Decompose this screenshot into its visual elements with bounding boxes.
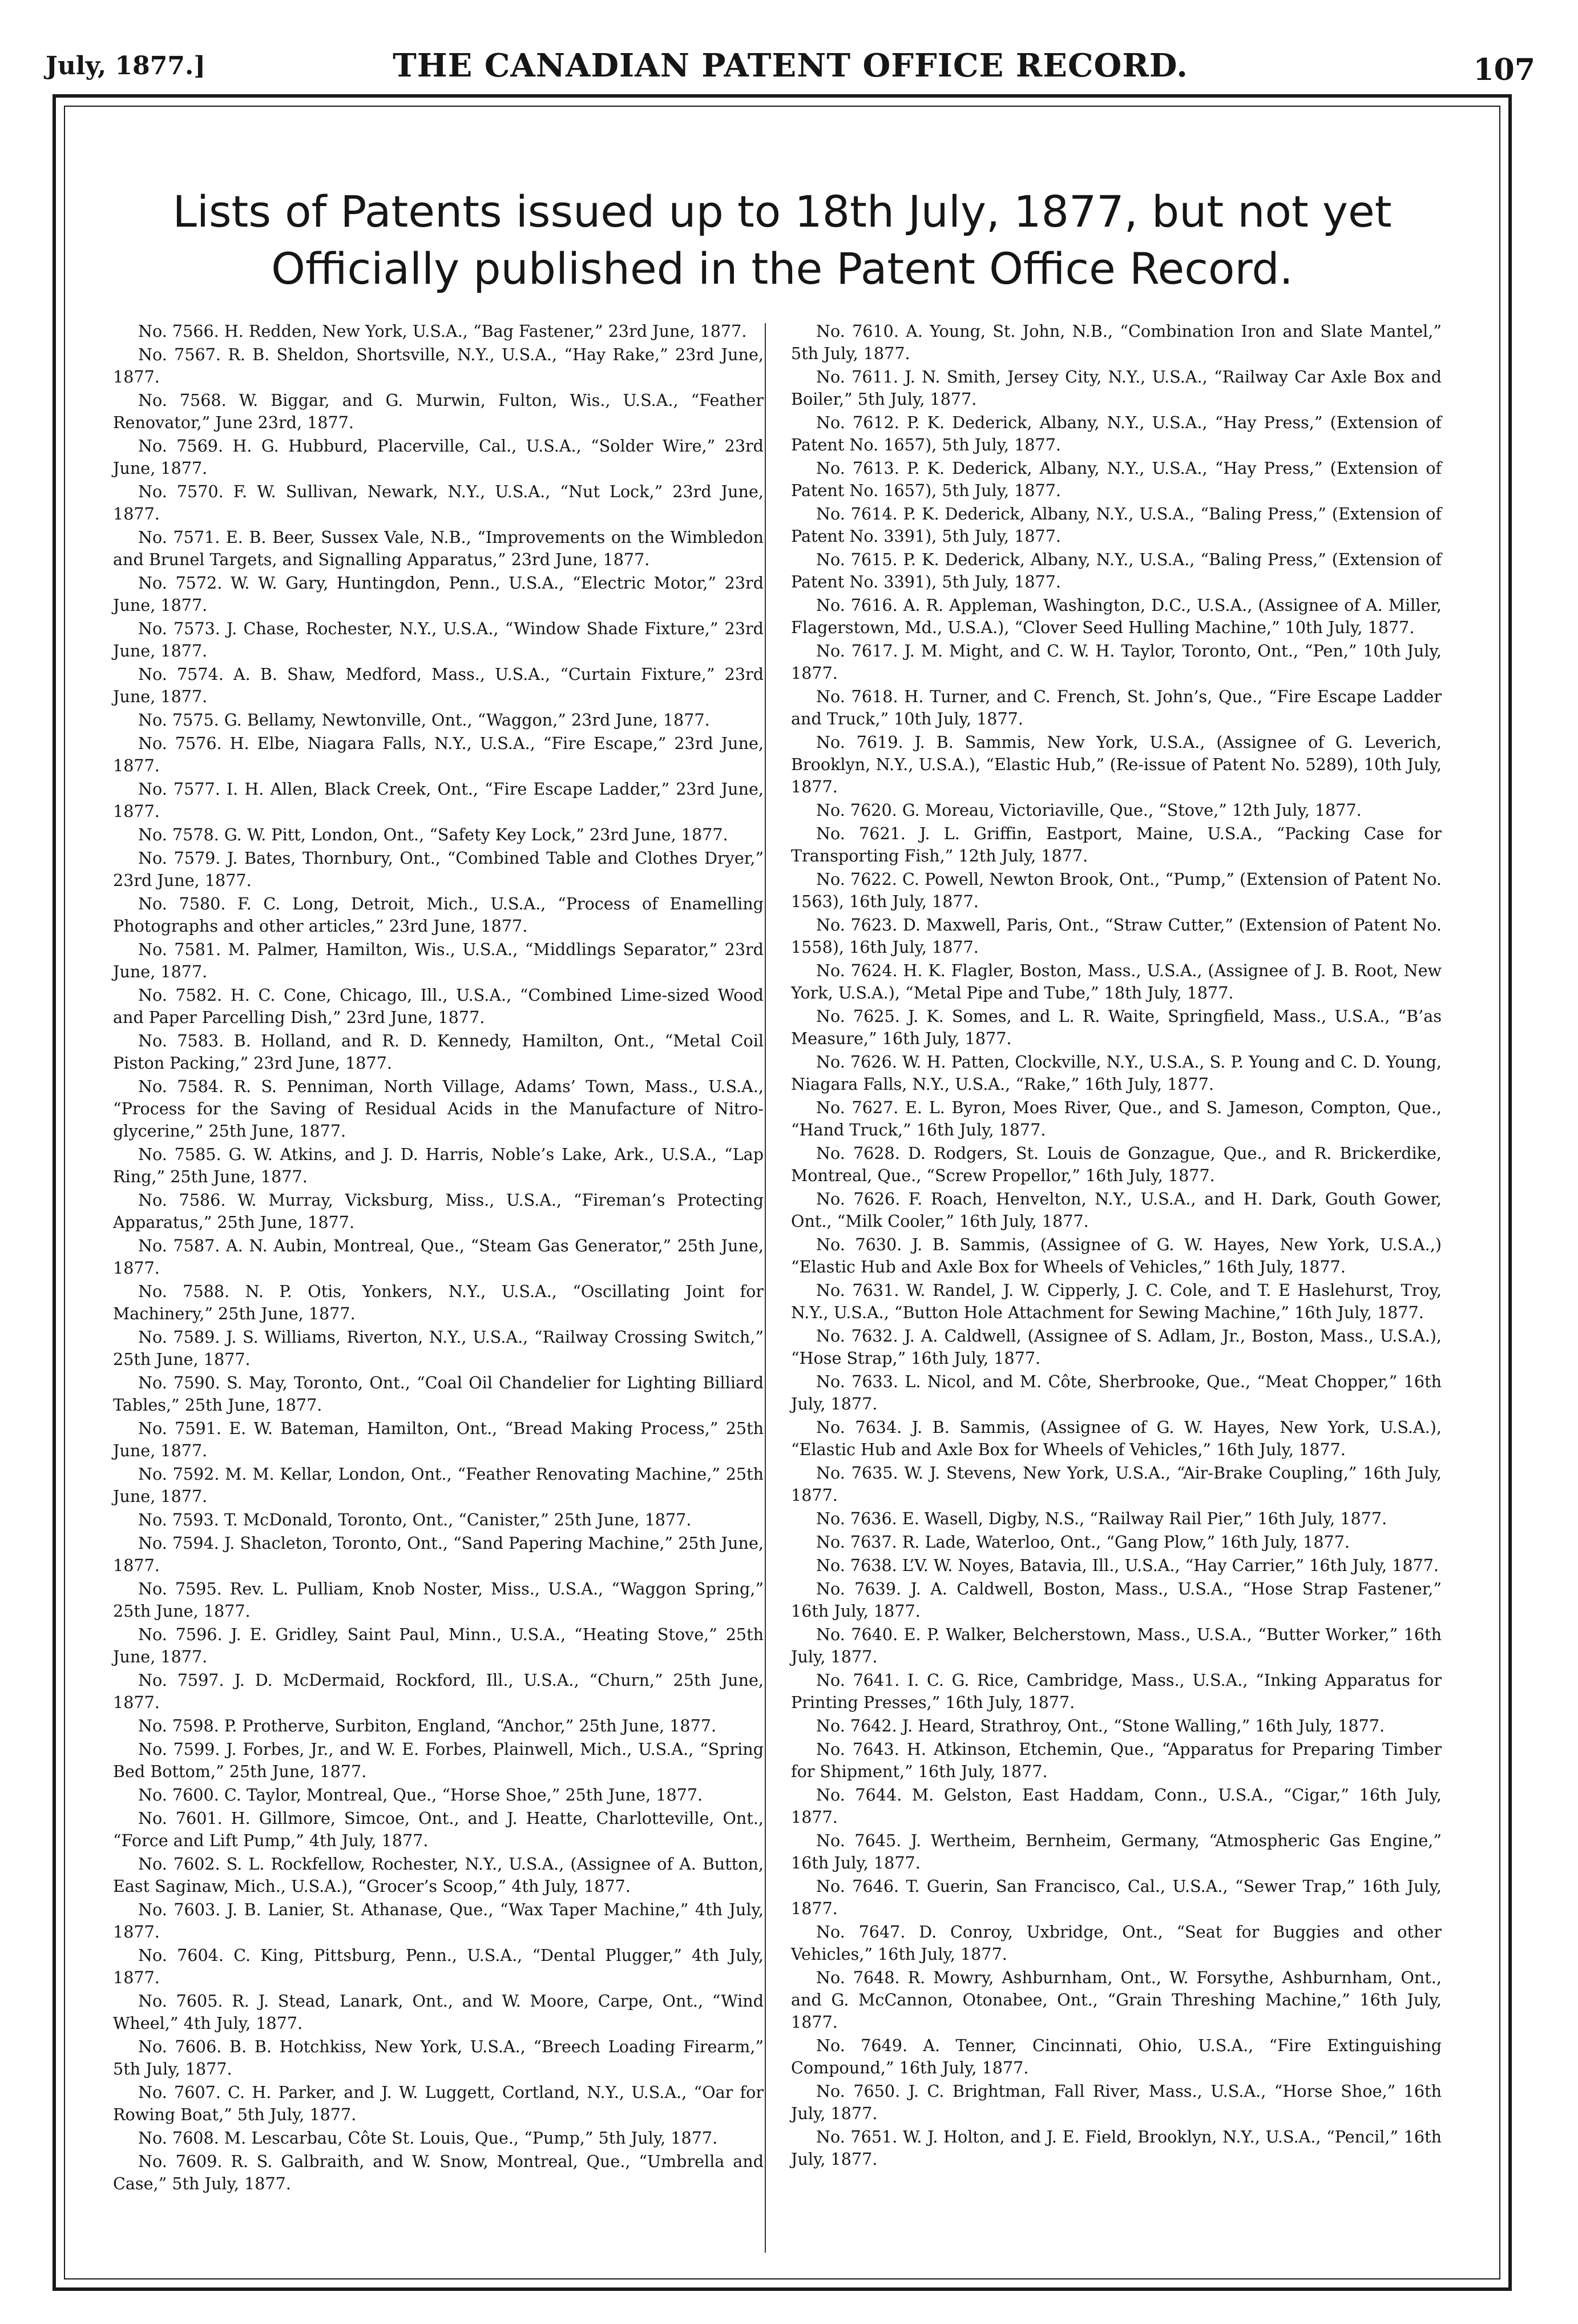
patent-entry: No. 7641. I. C. G. Rice, Cambridge, Mass., U.S.A., “Inking Apparatus for Printing Presses,” 16th July, 1877. (791, 1670, 1442, 1712)
patent-entry: No. 7633. L. Nicol, and M. Côte, Sherbrooke, Que., “Meat Chopper,” 16th July, 1877. (791, 1372, 1442, 1413)
patent-entry: No. 7579. J. Bates, Thornbury, Ont., “Combined Table and Clothes Dryer,” 23rd June, 1877. (113, 848, 764, 890)
page-title (90, 183, 1474, 297)
patent-entry: No. 7627. E. L. Byron, Moes River, Que., and S. Jameson, Compton, Que., “Hand Truck,” 16th July, 1877. (791, 1098, 1442, 1139)
patent-entry: No. 7650. J. C. Brightman, Fall River, Mass., U.S.A., “Horse Shoe,” 16th July, 1877. (791, 2081, 1442, 2123)
patent-entry: No. 7589. J. S. Williams, Riverton, N.Y., U.S.A., “Railway Crossing Switch,” 25th June, 1877. (113, 1327, 764, 1369)
patent-entry: No. 7649. A. Tenner, Cincinnati, Ohio, U.S.A., “Fire Extinguishing Compound,” 16th July, 1877. (791, 2036, 1442, 2077)
patent-entry: No. 7604. C. King, Pittsburg, Penn., U.S.A., “Dental Plugger,” 4th July, 1877. (113, 1946, 764, 1987)
page-number: 107 (1473, 53, 1535, 87)
patent-entry: No. 7621. J. L. Griffin, Eastport, Maine, U.S.A., “Packing Case for Transporting Fish,” 12th July, 1877. (791, 824, 1442, 865)
patent-entry: No. 7608. M. Lescarbau, Côte St. Louis, Que., “Pump,” 5th July, 1877. (138, 2128, 718, 2148)
patent-entry: No. 7617. J. M. Might, and C. W. H. Taylor, Toronto, Ont., “Pen,” 10th July, 1877. (791, 641, 1442, 683)
patent-entry: No. 7602. S. L. Rockfellow, Rochester, N.Y., U.S.A., (Assignee of A. Button, East Saginaw, Mich., U.S.A.), “Grocer’s Scoop,” 4th July, 1877. (113, 1854, 764, 1896)
patent-entry: No. 7570. F. W. Sullivan, Newark, N.Y., U.S.A., “Nut Lock,” 23rd June, 1877. (113, 482, 764, 523)
patent-entry: No. 7592. M. M. Kellar, London, Ont., “Feather Renovating Machine,” 25th June, 1877. (113, 1464, 764, 1506)
patent-entry: No. 7583. B. Holland, and R. D. Kennedy, Hamilton, Ont., “Metal Coil Piston Packing,” 23rd June, 1877. (113, 1031, 764, 1073)
patent-entry: No. 7613. P. K. Dederick, Albany, N.Y., U.S.A., “Hay Press,” (Extension of Patent No. 1657), 5th July, 1877. (791, 458, 1442, 500)
patent-entry: No. 7640. E. P. Walker, Belcherstown, Mass., U.S.A., “Butter Worker,” 16th July, 1877. (791, 1625, 1442, 1666)
patent-entry: No. 7601. H. Gillmore, Simcoe, Ont., and J. Heatte, Charlotteville, Ont., “Force and Lift Pump,” 4th July, 1877. (113, 1809, 764, 1850)
patent-entry: No. 7576. H. Elbe, Niagara Falls, N.Y., U.S.A., “Fire Escape,” 23rd June, 1877. (113, 734, 764, 775)
patent-entry: No. 7606. B. B. Hotchkiss, New York, U.S.A., “Breech Loading Firearm,” 5th July, 1877. (113, 2037, 764, 2079)
patent-entry: No. 7642. J. Heard, Strathroy, Ont., “Stone Walling,” 16th July, 1877. (816, 1716, 1385, 1735)
patent-entry: No. 7597. J. D. McDermaid, Rockford, Ill., U.S.A., “Churn,” 25th June, 1877. (113, 1670, 764, 1712)
patent-entry: No. 7581. M. Palmer, Hamilton, Wis., U.S.A., “Middlings Separator,” 23rd June, 1877. (113, 940, 764, 981)
patent-entry: No. 7593. T. McDonald, Toronto, Ont., “Canister,” 25th June, 1877. (138, 1510, 692, 1529)
patent-entry: No. 7639. J. A. Caldwell, Boston, Mass., U.S.A., “Hose Strap Fastener,” 16th July, 1877. (791, 1579, 1442, 1621)
patent-entry: No. 7598. P. Protherve, Surbiton, England, “Anchor,” 25th June, 1877. (138, 1716, 717, 1735)
left-column (113, 320, 764, 2196)
patent-entry: No. 7580. F. C. Long, Detroit, Mich., U.S.A., “Process of Enamelling Photographs and other articles,” 23rd June, 1877. (113, 894, 764, 936)
patent-entry: No. 7632. J. A. Caldwell, (Assignee of S. Adlam, Jr., Boston, Mass., U.S.A.), “Hose Strap,” 16th July, 1877. (791, 1326, 1442, 1368)
patent-entry: No. 7620. G. Moreau, Victoriaville, Que., “Stove,” 12th July, 1877. (816, 800, 1362, 820)
patent-entry: No. 7572. W. W. Gary, Huntingdon, Penn., U.S.A., “Electric Motor,” 23rd June, 1877. (113, 573, 764, 615)
patent-entry: No. 7638. L’V. W. Noyes, Batavia, Ill., U.S.A., “Hay Carrier,” 16th July, 1877. (816, 1556, 1439, 1575)
patent-entry: No. 7614. P. K. Dederick, Albany, N.Y., U.S.A., “Baling Press,” (Extension of Patent No. 3391), 5th July, 1877. (791, 504, 1442, 546)
patent-entry: No. 7647. D. Conroy, Uxbridge, Ont., “Seat for Buggies and other Vehicles,” 16th July, 1877. (791, 1922, 1442, 1964)
patent-entry: No. 7619. J. B. Sammis, New York, U.S.A., (Assignee of G. Leverich, Brooklyn, N.Y., U.S.A.), “Elastic Hub,” (Re-issue of Patent No. 5289), 10th July, 1877. (791, 732, 1442, 796)
patent-entry: No. 7651. W. J. Holton, and J. E. Field, Brooklyn, N.Y., U.S.A., “Pencil,” 16th July, 1877. (791, 2127, 1442, 2169)
patent-entry: No. 7643. H. Atkinson, Etchemin, Que., “Apparatus for Preparing Timber for Shipment,” 16th July, 1877. (791, 1739, 1442, 1781)
patent-entry: No. 7594. J. Shacleton, Toronto, Ont., “Sand Papering Machine,” 25th June, 1877. (113, 1533, 764, 1575)
patent-entry: No. 7634. J. B. Sammis, (Assignee of G. W. Hayes, New York, U.S.A.), “Elastic Hub and Axle Box for Wheels of Vehicles,” 16th July, 1877. (791, 1417, 1442, 1459)
patent-entry: No. 7599. J. Forbes, Jr., and W. E. Forbes, Plainwell, Mich., U.S.A., “Spring Bed Bottom,” 25th June, 1877. (113, 1739, 764, 1781)
patent-entry: No. 7612. P. K. Dederick, Albany, N.Y., U.S.A., “Hay Press,” (Extension of Patent No. 1657), 5th July, 1877. (791, 413, 1442, 454)
patent-entry: No. 7644. M. Gelston, East Haddam, Conn., U.S.A., “Cigar,” 16th July, 1877. (791, 1785, 1442, 1827)
patent-entry: No. 7623. D. Maxwell, Paris, Ont., “Straw Cutter,” (Extension of Patent No. 1558), 16th July, 1877. (791, 915, 1442, 957)
patent-entry: No. 7625. J. K. Somes, and L. R. Waite, Springfield, Mass., U.S.A., “B’as Measure,” 16th July, 1877. (791, 1006, 1442, 1048)
patent-entry: No. 7648. R. Mowry, Ashburnham, Ont., W. Forsythe, Ashburnham, Ont., and G. McCannon, Otonabee, Ont., “Grain Threshing Machine,” 16th July, 1877. (791, 1968, 1442, 2032)
patent-entry: No. 7618. H. Turner, and C. French, St. John’s, Que., “Fire Escape Ladder and Truck,” 10th July, 1877. (791, 687, 1442, 728)
patent-entry: No. 7585. G. W. Atkins, and J. D. Harris, Noble’s Lake, Ark., U.S.A., “Lap Ring,” 25th June, 1877. (113, 1145, 764, 1186)
patent-entry: No. 7591. E. W. Bateman, Hamilton, Ont., “Bread Making Process,” 25th June, 1877. (113, 1419, 764, 1460)
patent-entry: No. 7605. R. J. Stead, Lanark, Ont., and W. Moore, Carpe, Ont., “Wind Wheel,” 4th July, 1877. (113, 1991, 764, 2033)
patent-entry: No. 7615. P. K. Dederick, Albany, N.Y., U.S.A., “Baling Press,” (Extension of Patent No. 3391), 5th July, 1877. (791, 550, 1442, 591)
page-frame (53, 94, 1512, 2291)
patent-entry: No. 7566. H. Redden, New York, U.S.A., “Bag Fastener,” 23rd June, 1877. (138, 321, 747, 341)
title-line-1: Lists of Patents issued up to 18th July, 1877, but not yet (172, 186, 1392, 237)
patent-entry: No. 7616. A. R. Appleman, Washington, D.C., U.S.A., (Assignee of A. Miller, Flagerstown, Md., U.S.A.), “Clover Seed Hulling Machine,” 10th July, 1877. (791, 595, 1442, 637)
patent-entry: No. 7568. W. Biggar, and G. Murwin, Fulton, Wis., U.S.A., “Feather Renovator,” June 23rd, 1877. (113, 390, 764, 432)
patent-entry: No. 7584. R. S. Penniman, North Village, Adams’ Town, Mass., U.S.A., “Process for the Saving of Residual Acids in the Manufacture of Nitro-glycerine,” 25th June, 1877. (113, 1077, 764, 1141)
patent-entry: No. 7600. C. Taylor, Montreal, Que., “Horse Shoe,” 25th June, 1877. (138, 1785, 703, 1805)
patent-entry: No. 7611. J. N. Smith, Jersey City, N.Y., U.S.A., “Railway Car Axle Box and Boiler,” 5th July, 1877. (791, 367, 1442, 409)
patent-entry: No. 7603. J. B. Lanier, St. Athanase, Que., “Wax Taper Machine,” 4th July, 1877. (113, 1900, 764, 1942)
patent-entry: No. 7574. A. B. Shaw, Medford, Mass., U.S.A., “Curtain Fixture,” 23rd June, 1877. (113, 664, 764, 706)
patent-entry: No. 7575. G. Bellamy, Newtonville, Ont., “Waggon,” 23rd June, 1877. (138, 710, 710, 730)
patent-entry: No. 7635. W. J. Stevens, New York, U.S.A., “Air-Brake Coupling,” 16th July, 1877. (791, 1463, 1442, 1505)
patent-entry: No. 7631. W. Randel, J. W. Cipperly, J. C. Cole, and T. E Haslehurst, Troy, N.Y., U.S.A., “Button Hole Attachment for Sewing Machine,” 16th July, 1877. (791, 1280, 1442, 1322)
patent-entry: No. 7636. E. Wasell, Digby, N.S., “Railway Rail Pier,” 16th July, 1877. (816, 1509, 1387, 1528)
patent-entry: No. 7609. R. S. Galbraith, and W. Snow, Montreal, Que., “Umbrella and Case,” 5th July, 1877. (113, 2152, 764, 2193)
patent-entry: No. 7586. W. Murray, Vicksburg, Miss., U.S.A., “Fireman’s Protecting Apparatus,” 25th June, 1877. (113, 1190, 764, 1232)
patent-entry: No. 7573. J. Chase, Rochester, N.Y., U.S.A., “Window Shade Fixture,” 23rd June, 1877. (113, 619, 764, 660)
issue-date: July, 1877.] (46, 51, 206, 80)
patent-entry: No. 7587. A. N. Aubin, Montreal, Que., “Steam Gas Generator,” 25th June, 1877. (113, 1236, 764, 1278)
patent-entry: No. 7637. R. Lade, Waterloo, Ont., “Gang Plow,” 16th July, 1877. (816, 1532, 1350, 1552)
patent-entry: No. 7628. D. Rodgers, St. Louis de Gonzague, Que., and R. Brickerdike, Montreal, Que., “Screw Propellor,” 16th July, 1877. (791, 1143, 1442, 1185)
patent-entry: No. 7588. N. P. Otis, Yonkers, N.Y., U.S.A., “Oscillating Joint for Machinery,” 25th June, 1877. (113, 1282, 764, 1323)
column-divider (765, 323, 766, 2253)
patent-entry: No. 7645. J. Wertheim, Bernheim, Germany, “Atmospheric Gas Engine,” 16th July, 1877. (791, 1831, 1442, 1872)
patent-entry: No. 7590. S. May, Toronto, Ont., “Coal Oil Chandelier for Lighting Billiard Tables,” 25th June, 1877. (113, 1373, 764, 1415)
patent-entry: No. 7577. I. H. Allen, Black Creek, Ont., “Fire Escape Ladder,” 23rd June, 1877. (113, 779, 764, 821)
patent-entry: No. 7622. C. Powell, Newton Brook, Ont., “Pump,” (Extension of Patent No. 1563), 16th July, 1877. (791, 869, 1442, 911)
patent-entry: No. 7596. J. E. Gridley, Saint Paul, Minn., U.S.A., “Heating Stove,” 25th June, 1877. (113, 1625, 764, 1666)
right-column (791, 320, 1442, 2172)
patent-entry: No. 7571. E. B. Beer, Sussex Vale, N.B., “Improvements on the Wimbledon and Brunel Targets, and Signalling Apparatus,” 23rd June, 1877. (113, 527, 764, 569)
patent-entry: No. 7646. T. Guerin, San Francisco, Cal., U.S.A., “Sewer Trap,” 16th July, 1877. (791, 1876, 1442, 1918)
patent-entry: No. 7610. A. Young, St. John, N.B., “Combination Iron and Slate Mantel,” 5th July, 1877. (791, 321, 1442, 363)
patent-entry: No. 7630. J. B. Sammis, (Assignee of G. W. Hayes, New York, U.S.A.,) “Elastic Hub and Axle Box for Wheels of Vehicles,” 16th July, 1877. (791, 1235, 1442, 1276)
patent-entry: No. 7626. F. Roach, Henvelton, N.Y., U.S.A., and H. Dark, Gouth Gower, Ont., “Milk Cooler,” 16th July, 1877. (791, 1189, 1442, 1231)
patent-entry: No. 7578. G. W. Pitt, London, Ont., “Safety Key Lock,” 23rd June, 1877. (138, 825, 728, 844)
patent-entry: No. 7569. H. G. Hubburd, Placerville, Cal., U.S.A., “Solder Wire,” 23rd June, 1877. (113, 436, 764, 478)
running-head (46, 40, 1535, 91)
patent-entry: No. 7624. H. K. Flagler, Boston, Mass., U.S.A., (Assignee of J. B. Root, New York, U.S.A.), “Metal Pipe and Tube,” 18th July, 1877. (791, 961, 1442, 1002)
patent-entry: No. 7626. W. H. Patten, Clockville, N.Y., U.S.A., S. P. Young and C. D. Young, Niagara Falls, N.Y., U.S.A., “Rake,” 16th July, 1877. (791, 1052, 1442, 1094)
patent-entry: No. 7582. H. C. Cone, Chicago, Ill., U.S.A., “Combined Lime-sized Wood and Paper Parcelling Dish,” 23rd June, 1877. (113, 985, 764, 1027)
patent-entry: No. 7567. R. B. Sheldon, Shortsville, N.Y., U.S.A., “Hay Rake,” 23rd June, 1877. (113, 345, 764, 386)
publication-title: THE CANADIAN PATENT OFFICE RECORD. (393, 47, 1188, 84)
patent-entry: No. 7595. Rev. L. Pulliam, Knob Noster, Miss., U.S.A., “Waggon Spring,” 25th June, 1877. (113, 1579, 764, 1621)
patent-entry: No. 7607. C. H. Parker, and J. W. Luggett, Cortland, N.Y., U.S.A., “Oar for Rowing Boat,” 5th July, 1877. (113, 2083, 764, 2124)
title-line-2: Officially published in the Patent Office Record. (271, 243, 1293, 294)
